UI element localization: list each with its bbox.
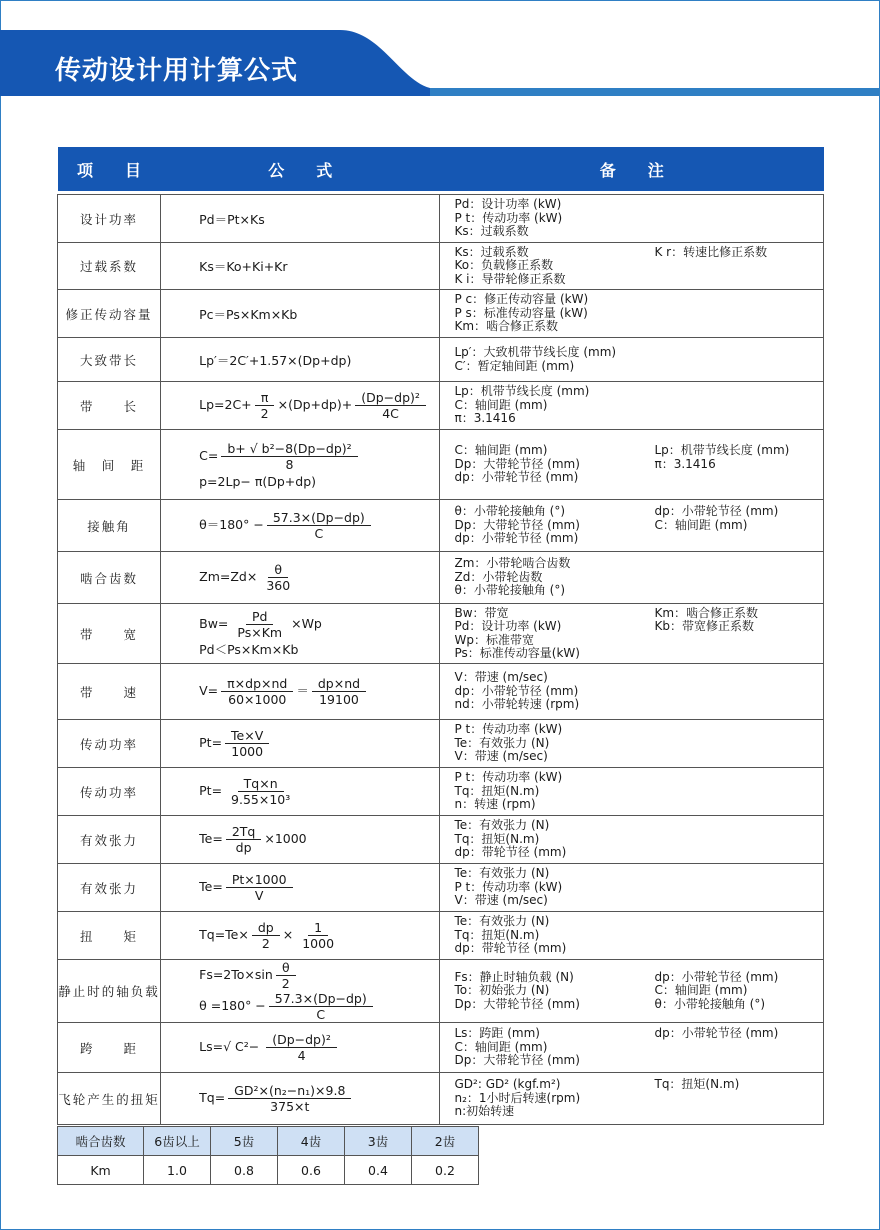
row-formula: Tq=Te× $\frac{dp}{2}$ × $\frac{1}{1000}$	[161, 912, 440, 960]
row-formula: Lp′＝2C′+1.57×(Dp+dp)	[161, 338, 440, 382]
table-row	[58, 243, 824, 290]
note-line: Te：有效张力 (N)	[454, 735, 550, 750]
note-line: n：转速 (rpm)	[454, 797, 536, 812]
table-row	[58, 338, 824, 382]
row-formula: Lp=2C+ $\frac{\pi}{2}$ ×(Dp+dp)+ $\frac{\text{(Dp−dp)²}}{4C}$	[161, 382, 440, 430]
table-row	[58, 664, 824, 720]
row-formula: V= $\frac{\pi\times dp\times nd}{60\times 1000}$ ＝ $\frac{dp\times nd}{19100}$	[161, 664, 440, 720]
row-formula: Ls=√ C²− $\frac{\text{(Dp−dp)²}}{4}$	[161, 1023, 440, 1073]
note-line: Tq：扭矩(N.m)	[454, 831, 540, 846]
km-value-cell: Km	[58, 1156, 144, 1185]
note-line: Dp：大带轮节径 (mm)	[454, 1053, 580, 1068]
note-line: Km：啮合修正系数	[654, 605, 759, 620]
note-line: Te：有效张力 (N)	[454, 866, 550, 881]
row-notes	[440, 430, 824, 500]
table-row	[58, 500, 824, 552]
note-line: Tq：扭矩(N.m)	[454, 783, 540, 798]
page-title: 传动设计用计算公式	[55, 56, 299, 86]
note-line: Ks：过载系数	[454, 244, 529, 259]
row-notes	[440, 338, 824, 382]
header-formula: 公 式	[161, 147, 440, 191]
km-head-cell: 4齿	[278, 1127, 345, 1156]
row-notes	[440, 816, 824, 864]
row-label: 设计功率	[58, 195, 161, 243]
row-formula: Pd＝Pt×Ks	[161, 195, 440, 243]
km-head-cell: 啮合齿数	[58, 1127, 144, 1156]
km-value-cell: 0.4	[345, 1156, 412, 1185]
km-table	[57, 1126, 479, 1185]
note-line: Pd：设计功率 (kW)	[454, 197, 562, 212]
row-label: 带 宽	[58, 604, 161, 664]
note-line: C′：暂定轴间距 (mm)	[454, 358, 575, 373]
row-notes	[440, 664, 824, 720]
note-line: Tq：扭矩(N.m)	[454, 927, 540, 942]
row-notes	[440, 1023, 824, 1073]
note-line: Fs：静止时轴负载 (N)	[454, 969, 574, 984]
km-head-cell: 3齿	[345, 1127, 412, 1156]
row-label: 有效张力	[58, 816, 161, 864]
km-value-cell: 0.8	[211, 1156, 278, 1185]
row-formula: Tq= $\frac{\text{GD²×(n₂−n₁)×9.8}}{375\times t}$	[161, 1073, 440, 1125]
note-line: P c：修正传动容量 (kW)	[454, 292, 589, 307]
note-line: K r：转速比修正系数	[654, 244, 768, 259]
table-row	[58, 816, 824, 864]
note-line: To：初始张力 (N)	[454, 983, 550, 998]
note-line: P t：传动功率 (kW)	[454, 722, 563, 737]
row-formula: Zm=Zd× $\frac{\theta}{360}$	[161, 552, 440, 604]
row-formula: C= $\frac{\text{b+ √ b²−8(Dp−dp)²}}{8}$ p=2Lp− π(Dp+dp)	[161, 430, 440, 500]
row-formula: Pc＝Ps×Km×Kb	[161, 290, 440, 338]
note-line: Ls：跨距 (mm)	[454, 1026, 540, 1041]
note-line: Ks：过载系数	[454, 224, 529, 239]
row-label: 带 长	[58, 382, 161, 430]
note-line: Ko：负载修正系数	[454, 258, 554, 273]
row-formula: Pt= $\frac{Tq\times n}{\text{9.55×10³}}$	[161, 768, 440, 816]
row-label: 带 速	[58, 664, 161, 720]
note-line: C：轴间距 (mm)	[454, 397, 548, 412]
table-row	[58, 864, 824, 912]
note-line: GD²: GD² (kgf.m²)	[454, 1077, 561, 1092]
note-line: Bw：带宽	[454, 605, 509, 620]
table-row	[58, 1073, 824, 1125]
note-line: Te：有效张力 (N)	[454, 818, 550, 833]
row-formula: Ks＝Ko+Ki+Kr	[161, 243, 440, 290]
km-value-cell: 0.2	[412, 1156, 479, 1185]
row-notes	[440, 195, 824, 243]
km-head-cell: 2齿	[412, 1127, 479, 1156]
km-value-cell: 1.0	[144, 1156, 211, 1185]
km-value-cell: 0.6	[278, 1156, 345, 1185]
row-notes	[440, 960, 824, 1023]
note-line: Zd：小带轮齿数	[454, 569, 543, 584]
row-label: 传动功率	[58, 720, 161, 768]
note-line: dp：小带轮节径 (mm)	[654, 969, 779, 984]
note-line: θ：小带轮接触角 (°)	[654, 996, 766, 1011]
note-line: dp：小带轮节径 (mm)	[454, 470, 579, 485]
note-line: P s：标准传动容量 (kW)	[454, 305, 588, 320]
table-row	[58, 912, 824, 960]
note-line: n:初始转速	[454, 1104, 515, 1119]
row-label: 传动功率	[58, 768, 161, 816]
row-notes	[440, 720, 824, 768]
header-item: 项 目	[58, 147, 161, 191]
note-line: Te：有效张力 (N)	[454, 914, 550, 929]
table-row	[58, 430, 824, 500]
note-line: P t：传动功率 (kW)	[454, 770, 563, 785]
note-line: π：3.1416	[454, 411, 516, 426]
row-notes	[440, 500, 824, 552]
note-line: C：轴间距 (mm)	[654, 517, 748, 532]
table-row	[58, 604, 824, 664]
row-label: 啮合齿数	[58, 552, 161, 604]
note-line: Km：啮合修正系数	[454, 319, 559, 334]
row-notes	[440, 604, 824, 664]
note-line: n₂：1小时后转速(rpm)	[454, 1090, 581, 1105]
table-row	[58, 552, 824, 604]
note-line: Ps：标准传动容量(kW)	[454, 646, 580, 660]
note-line: Lp′：大致机带节线长度 (mm)	[454, 345, 617, 359]
note-line: θ：小带轮接触角 (°)	[454, 504, 566, 519]
row-notes	[440, 768, 824, 816]
row-notes	[440, 382, 824, 430]
row-label: 过载系数	[58, 243, 161, 290]
note-line: dp：小带轮节径 (mm)	[454, 683, 579, 698]
row-formula: Bw= $\frac{Pd}{Ps\times Km}$ ×Wp Pd＜Ps×Km×Kb	[161, 604, 440, 664]
note-line: Dp：大带轮节径 (mm)	[454, 456, 580, 471]
note-line: Dp：大带轮节径 (mm)	[454, 517, 580, 532]
row-label: 飞轮产生的扭矩	[58, 1073, 161, 1125]
row-label: 扭 矩	[58, 912, 161, 960]
header-notes: 备 注	[440, 147, 824, 191]
km-head-cell: 5齿	[211, 1127, 278, 1156]
km-head-cell: 6齿以上	[144, 1127, 211, 1156]
row-notes	[440, 1073, 824, 1125]
row-formula: Te= $\frac{2Tq}{dp}$ ×1000	[161, 816, 440, 864]
note-line: dp：小带轮节径 (mm)	[654, 1026, 779, 1041]
note-line: Zm：小带轮啮合齿数	[454, 556, 571, 571]
note-line: dp：带轮节径 (mm)	[454, 845, 567, 860]
row-label: 跨 距	[58, 1023, 161, 1073]
note-line: K i：导带轮修正系数	[454, 271, 566, 286]
note-line: C：轴间距 (mm)	[454, 443, 548, 458]
note-line: P t：传动功率 (kW)	[454, 210, 563, 225]
note-line: dp：小带轮节径 (mm)	[654, 504, 779, 519]
row-formula: Fs=2To×sin $\frac{\theta}{2}$ θ =180° − $\frac{57.3\times(Dp-dp)}{C}$	[161, 960, 440, 1023]
row-label: 有效张力	[58, 864, 161, 912]
note-line: dp：带轮节径 (mm)	[454, 941, 567, 956]
note-line: V：带速 (m/sec)	[454, 893, 548, 908]
note-line: dp：小带轮节径 (mm)	[454, 531, 579, 546]
row-label: 修正传动容量	[58, 290, 161, 338]
note-line: Pd：设计功率 (kW)	[454, 619, 562, 633]
table-row	[58, 1023, 824, 1073]
row-notes	[440, 912, 824, 960]
note-line: V：带速 (m/sec)	[454, 670, 548, 685]
row-notes	[440, 290, 824, 338]
row-notes	[440, 552, 824, 604]
note-line: Dp：大带轮节径 (mm)	[454, 996, 580, 1011]
table-row	[58, 382, 824, 430]
table-row	[58, 195, 824, 243]
table-row	[58, 768, 824, 816]
note-line: C：轴间距 (mm)	[654, 983, 748, 998]
note-line: Tq：扭矩(N.m)	[654, 1077, 740, 1092]
row-notes	[440, 243, 824, 290]
note-line: Kb：带宽修正系数	[654, 619, 754, 633]
note-line: Lp：机带节线长度 (mm)	[654, 443, 790, 458]
row-formula: Pt= $\frac{Te\times V}{1000}$	[161, 720, 440, 768]
formula-table	[57, 147, 824, 1125]
row-label: 轴 间 距	[58, 430, 161, 500]
row-formula: θ＝180° − $\frac{57.3\times(Dp-dp)}{C}$	[161, 500, 440, 552]
note-line: π：3.1416	[654, 456, 716, 471]
table-row	[58, 720, 824, 768]
table-row	[58, 290, 824, 338]
note-line: Lp：机带节线长度 (mm)	[454, 384, 590, 399]
row-notes	[440, 864, 824, 912]
table-row	[58, 960, 824, 1023]
row-label: 大致带长	[58, 338, 161, 382]
row-label: 静止时的轴负载	[58, 960, 161, 1023]
note-line: C：轴间距 (mm)	[454, 1039, 548, 1054]
note-line: nd：小带轮转速 (rpm)	[454, 697, 580, 712]
note-line: V：带速 (m/sec)	[454, 749, 548, 764]
row-label: 接触角	[58, 500, 161, 552]
table-header	[58, 147, 824, 191]
note-line: θ：小带轮接触角 (°)	[454, 583, 566, 598]
note-line: P t：传动功率 (kW)	[454, 879, 563, 894]
note-line: Wp：标准带宽	[454, 632, 534, 647]
row-formula: Te= $\frac{Pt\times 1000}{V}$	[161, 864, 440, 912]
